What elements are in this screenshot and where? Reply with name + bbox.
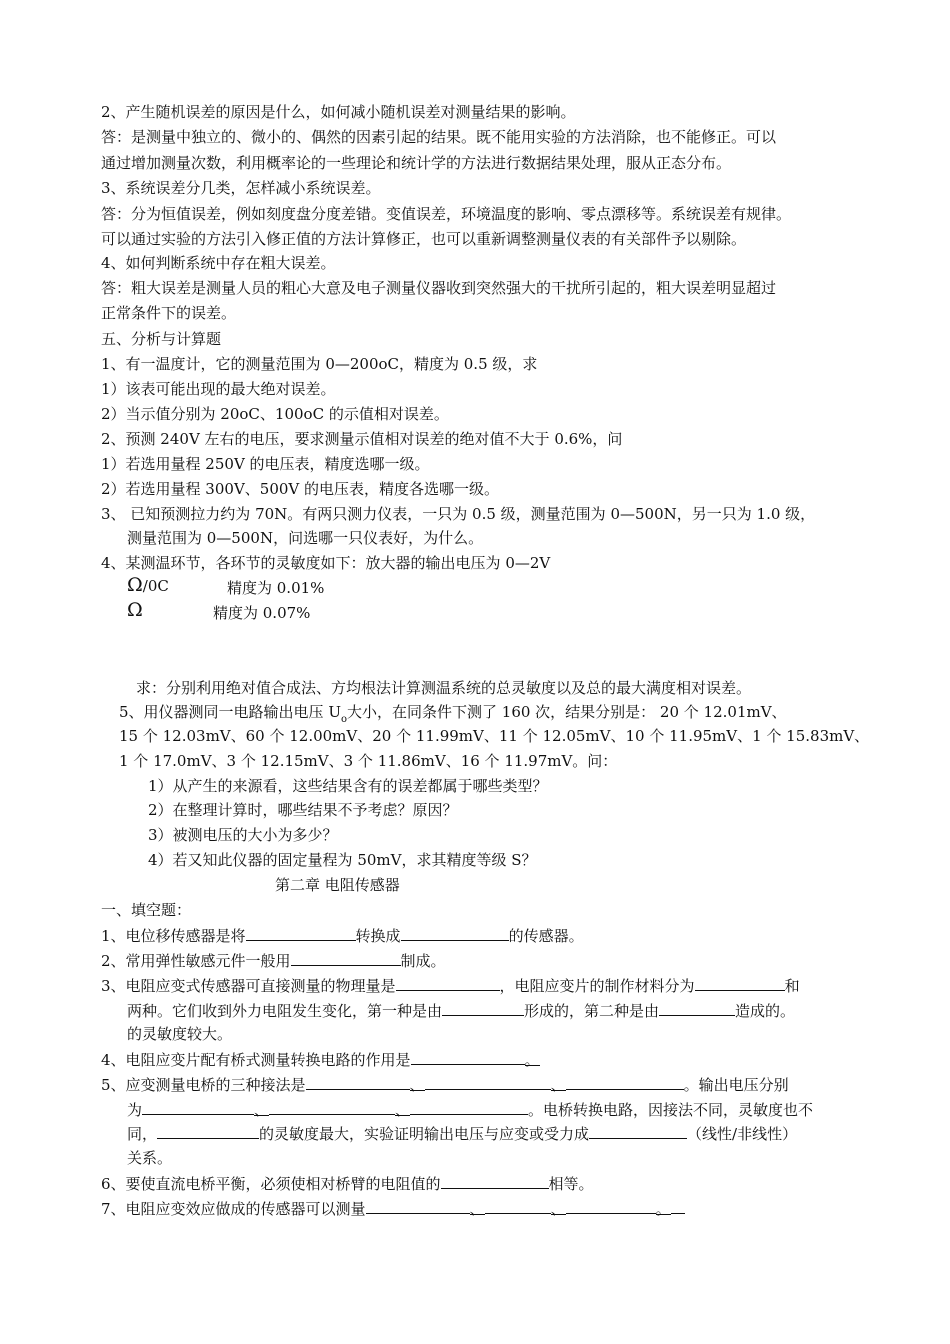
problem-1-part-1: 1）该表可能出现的最大绝对误差。 xyxy=(101,380,336,398)
text: 、 xyxy=(254,1101,270,1119)
text: （线性/非线性） xyxy=(687,1125,798,1143)
text: 4、电阻应变片配有桥式测量转换电路的作用是 xyxy=(101,1051,411,1069)
text: 。电桥转换电路，因接法不同，灵敏度也不 xyxy=(528,1101,814,1119)
problem-5-line-2: 15 个 12.03mV、60 个 12.00mV、20 个 11.99mV、11 个 12.05mV、10 个 11.95mV、1 个 15.83mV、 xyxy=(119,727,870,745)
problem-5-question-4: 4）若又知此仪器的固定量程为 50mV，求其精度等级 S？ xyxy=(148,851,537,869)
text: 。 xyxy=(655,1200,671,1218)
text: 5、应变测量电桥的三种接法是 xyxy=(101,1076,306,1094)
blank[interactable] xyxy=(246,926,356,941)
fill-3-line-3: 的灵敏度较大。 xyxy=(127,1025,233,1043)
text: 、 xyxy=(550,1076,566,1094)
text: 2、常用弹性敏感元件一般用 xyxy=(101,952,291,970)
problem-1: 1、有一温度计，它的测量范围为 0—200oC，精度为 0.5 级，求 xyxy=(101,355,538,373)
problem-4: 4、某测温环节，各环节的灵敏度如下：放大器的输出电压为 0—2V xyxy=(101,554,551,572)
blank[interactable] xyxy=(291,951,401,966)
blank[interactable] xyxy=(396,976,500,991)
blank[interactable] xyxy=(441,1174,549,1189)
text: 转换成 xyxy=(355,927,401,945)
fill-2 xyxy=(101,951,446,970)
text: 、 xyxy=(409,1076,425,1094)
problem-5-question-2: 2）在整理计算时，哪些结果不予考虑？原因？ xyxy=(148,801,458,819)
blank[interactable] xyxy=(442,1001,524,1016)
problem-5-question-3: 3）被测电压的大小为多少？ xyxy=(148,826,338,844)
blank[interactable] xyxy=(269,1100,395,1115)
problem-4-accuracy-1: 精度为 0.01% xyxy=(227,579,325,597)
blank[interactable] xyxy=(411,1050,525,1065)
blank[interactable] xyxy=(142,1100,254,1115)
answer-2-line-1: 答：是测量中独立的、微小的、偶然的因素引起的结果。既不能用实验的方法消除，也不能修正。可以 xyxy=(101,128,777,146)
blank[interactable] xyxy=(485,1199,551,1214)
text: 为 xyxy=(127,1101,143,1119)
text: 、 xyxy=(469,1200,485,1218)
problem-2: 2、预测 240V 左右的电压，要求测量示值相对误差的绝对值不大于 0.6%，问 xyxy=(101,430,623,448)
text: 7、电阻应变效应做成的传感器可以测量 xyxy=(101,1200,366,1218)
answer-2-line-2: 通过增加测量次数，利用概率论的一些理论和统计学的方法进行数据结果处理，服从正态分布。 xyxy=(101,154,732,172)
fill-1 xyxy=(101,926,584,945)
section-1-heading: 一、填空题： xyxy=(101,901,192,919)
text: 6、要使直流电桥平衡，必须使相对桥臂的电阻值的 xyxy=(101,1175,441,1193)
fill-3-line-1 xyxy=(101,976,800,995)
text: 5、用仪器测同一电路输出电压 U xyxy=(119,703,341,721)
text: 。 xyxy=(524,1051,540,1069)
subscript: o xyxy=(340,714,347,725)
fill-5-line-4: 关系。 xyxy=(127,1149,173,1167)
blank[interactable] xyxy=(566,1075,684,1090)
problem-4-requirement: 求：分别利用绝对值合成法、方均根法计算测温系统的总灵敏度以及总的最大满度相对误差。 xyxy=(136,679,752,697)
text: 的灵敏度最大，实验证明输出电压与应变或受力成 xyxy=(259,1125,590,1143)
fill-5-line-3 xyxy=(127,1124,797,1143)
text: 制成。 xyxy=(400,952,446,970)
question-4: 4、如何判断系统中存在粗大误差。 xyxy=(101,254,336,272)
text: 、 xyxy=(550,1200,566,1218)
blank[interactable] xyxy=(695,976,785,991)
chapter-title: 第二章 电阻传感器 xyxy=(275,876,400,894)
omega-symbol: Ω xyxy=(127,574,143,596)
fill-6 xyxy=(101,1174,594,1193)
text: 两种。它们收到外力电阻发生变化，第一种是由 xyxy=(127,1002,443,1020)
unit-text: /0C xyxy=(142,577,169,595)
fill-4 xyxy=(101,1050,540,1069)
blank[interactable] xyxy=(366,1199,470,1214)
problem-1-part-2: 2）当示值分别为 20oC、100oC 的示值相对误差。 xyxy=(101,405,449,423)
text: 和 xyxy=(784,977,800,995)
text: ，电阻应变片的制作材料分为 xyxy=(499,977,695,995)
blank[interactable] xyxy=(589,1124,687,1139)
fill-5-line-2 xyxy=(127,1100,813,1119)
blank[interactable] xyxy=(566,1199,656,1214)
question-3: 3、系统误差分几类，怎样减小系统误差。 xyxy=(101,179,381,197)
fill-3-line-2 xyxy=(127,1001,795,1020)
problem-5-question-1: 1）从产生的来源看，这些结果含有的误差都属于哪些类型？ xyxy=(148,777,548,795)
text: 形成的，第二种是由 xyxy=(524,1002,660,1020)
answer-3-line-1: 答：分为恒值误差，例如刻度盘分度差错。变值误差，环境温度的影响、零点漂移等。系统误差有规律。 xyxy=(101,205,792,223)
blank[interactable] xyxy=(157,1124,259,1139)
blank[interactable] xyxy=(306,1075,410,1090)
blank[interactable] xyxy=(659,1001,735,1016)
problem-4-accuracy-2: 精度为 0.07% xyxy=(213,604,311,622)
problem-5-line-3: 1 个 17.0mV、3 个 12.15mV、3 个 11.86mV、16 个 11.97mV。问： xyxy=(119,752,618,770)
blank[interactable] xyxy=(410,1100,528,1115)
answer-4-line-2: 正常条件下的误差。 xyxy=(101,304,237,322)
question-2: 2、产生随机误差的原因是什么，如何减小随机误差对测量结果的影响。 xyxy=(101,103,576,121)
fill-7 xyxy=(101,1199,685,1218)
blank[interactable] xyxy=(401,926,509,941)
blank xyxy=(671,1199,685,1214)
text: 大小，在同条件下测了 160 次，结果分别是： 20 个 12.01mV、 xyxy=(347,703,787,721)
text: 同， xyxy=(127,1125,158,1143)
fill-5-line-1 xyxy=(101,1075,789,1094)
answer-4-line-1: 答：粗大误差是测量人员的粗心大意及电子测量仪器收到突然强大的干扰所引起的，粗大误差明显超过 xyxy=(101,279,777,297)
answer-3-line-2: 可以通过实验的方法引入修正值的方法计算修正，也可以重新调整测量仪表的有关部件予以剔除。 xyxy=(101,230,747,248)
text: 的传感器。 xyxy=(508,927,584,945)
omega-symbol: Ω xyxy=(127,599,143,621)
text: 、 xyxy=(395,1101,411,1119)
text: 。输出电压分别 xyxy=(683,1076,789,1094)
problem-2-part-1: 1）若选用量程 250V 的电压表，精度选哪一级。 xyxy=(101,455,430,473)
text: 3、电阻应变式传感器可直接测量的物理量是 xyxy=(101,977,396,995)
problem-3-line-1: 3、 已知预测拉力约为 70N。有两只测力仪表，一只为 0.5 级，测量范围为 0—500N，另一只为 1.0 级， xyxy=(101,505,816,523)
problem-3-line-2: 测量范围为 0—500N，问选哪一只仪表好，为什么。 xyxy=(127,529,484,547)
problem-2-part-2: 2）若选用量程 300V、500V 的电压表，精度各选哪一级。 xyxy=(101,480,500,498)
problem-5-line-1 xyxy=(119,703,787,724)
problem-4-omega-row-2 xyxy=(127,601,143,620)
text: 相等。 xyxy=(548,1175,594,1193)
blank[interactable] xyxy=(425,1075,551,1090)
problem-4-omega-row-1 xyxy=(127,576,169,595)
text: 造成的。 xyxy=(735,1002,796,1020)
text: 1、电位移传感器是将 xyxy=(101,927,246,945)
section-5-heading: 五、分析与计算题 xyxy=(101,330,222,348)
